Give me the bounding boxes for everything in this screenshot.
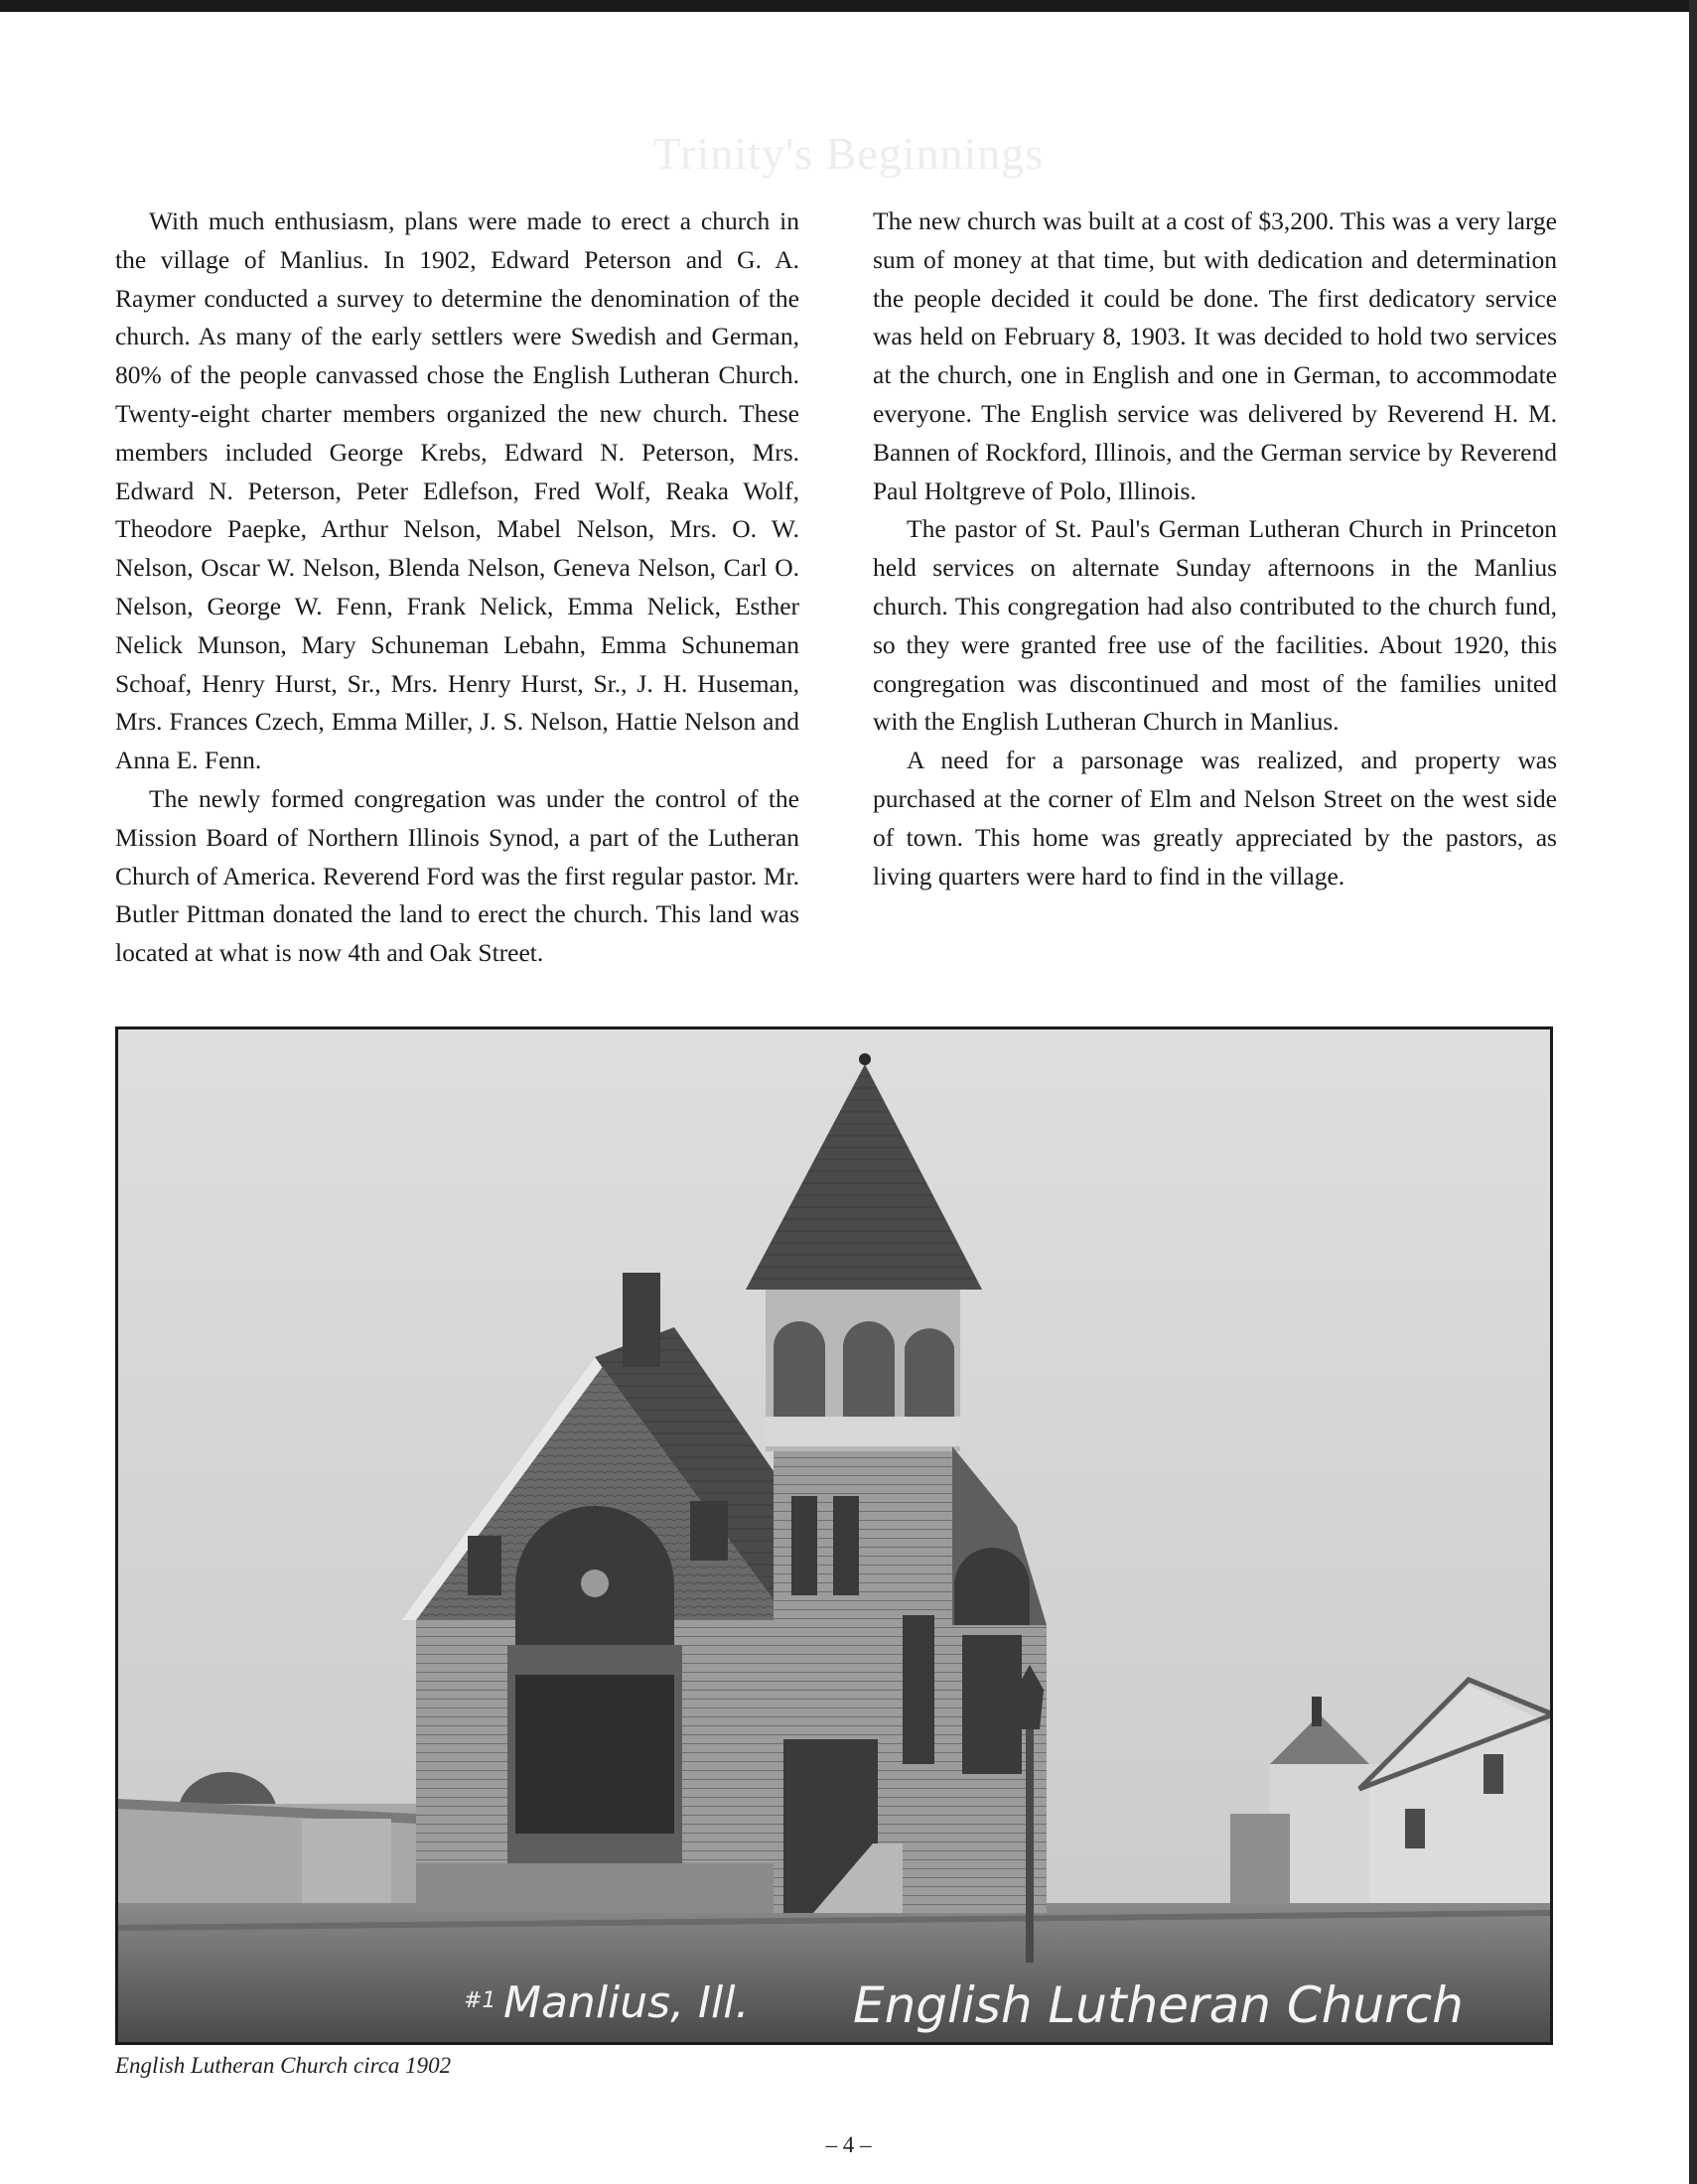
article-columns (115, 203, 1557, 973)
right-column (873, 203, 1557, 973)
handwritten-number: #1 (464, 1988, 496, 2013)
handwritten-title: English Lutheran Church (853, 1977, 1464, 2034)
paragraph: The new church was built at a cost of $3,200. This was a very large sum of money at that time, but with dedication and determination the people decided it could be done. The first dedicatory service was held on February 8, 1903. It was decided to hold two services at the church, one in English and one in German, to accommodate everyone. The English service was delivered by Reverend H. M. Bannen of Rockford, Illinois, and the German service by Reverend Paul Holtgreve of Polo, Illinois. (873, 206, 1557, 505)
paragraph: A need for a parsonage was realized, and property was purchased at the corner of Elm and Nelson Street on the west side of town. This home was greatly appreciated by the pastors, as living quarters were hard to find in the village. (873, 746, 1557, 890)
lamp-post (1026, 1724, 1034, 1963)
left-column (115, 203, 799, 973)
paragraph: With much enthusiasm, plans were made to erect a church in the village of Manlius. In 1902, Edward Peterson and G. A. Raymer conducted a survey to determine the denomination of the church. As many of the early settlers were Swedish and German, 80% of the people canvassed chose the English Lutheran Church. Twenty-eight charter members organized the new church. These members included George Krebs, Edward N. Peterson, Mrs. Edward N. Peterson, Peter Edlefson, Fred Wolf, Reaka Wolf, Theodore Paepke, Arthur Nelson, Mabel Nelson, Mrs. O. W. Nelson, Oscar W. Nelson, Blenda Nelson, Geneva Nelson, Carl O. Nelson, George W. Fenn, Frank Nelick, Emma Nelick, Esther Nelick Munson, Mary Schuneman Lebahn, Emma Schuneman Schoaf, Henry Hurst, Sr., Mrs. Henry Hurst, Sr., J. H. Huseman, Mrs. Frances Czech, Emma Miller, J. S. Nelson, Hattie Nelson and Anna E. Fenn. (115, 206, 799, 775)
foundation (416, 1863, 774, 1913)
handwritten-place: Manlius, Ill. (503, 1978, 750, 2028)
page-right-edge (1689, 0, 1697, 2184)
bleed-through-title: Trinity's Beginnings (652, 128, 1045, 179)
church-illustration (118, 1029, 1550, 2042)
photo-caption: English Lutheran Church circa 1902 (115, 2053, 452, 2078)
belfry-railing (766, 1417, 960, 1446)
page-number: – 4 – (825, 2132, 872, 2157)
church-photograph (115, 1026, 1553, 2045)
paragraph: The pastor of St. Paul's German Lutheran Church in Princeton held services on alternate Sunday afternoons in the Manlius church. This congregation had also contributed to the church fund, so they were granted free use of the facilities. About 1920, this congregation was discontinued and most of the families united with the English Lutheran Church in Manlius. (873, 514, 1557, 737)
page-top-edge (0, 0, 1697, 12)
chimney (623, 1273, 660, 1367)
paragraph: The newly formed congregation was under the control of the Mission Board of Northern Illinois Synod, a part of the Lutheran Church of America. Reverend Ford was the first regular pastor. Mr. Butler Pittman donated the land to erect the church. This land was located at what is now 4th and Oak Street. (115, 783, 799, 968)
shed-small (302, 1819, 391, 1903)
